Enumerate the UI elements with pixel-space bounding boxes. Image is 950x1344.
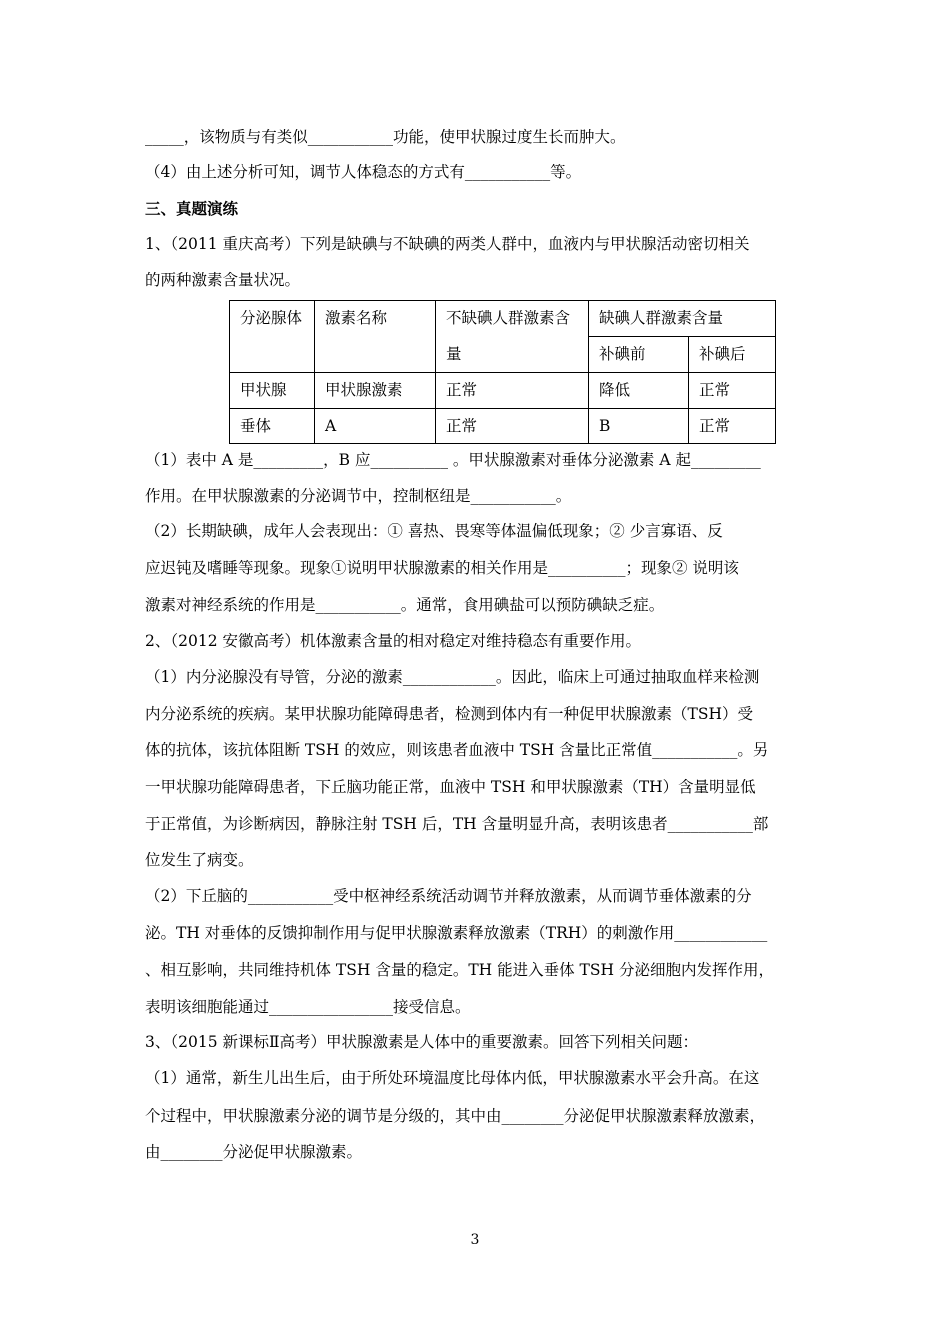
table-cell: 正常 bbox=[436, 373, 589, 409]
question-1-line: 作用。在甲状腺激素的分泌调节中，控制枢纽是___________。 bbox=[145, 487, 572, 505]
table-cell: 正常 bbox=[689, 373, 776, 409]
page-number: 3 bbox=[470, 1232, 480, 1248]
question-1-line: 激素对神经系统的作用是___________。通常，食用碘盐可以预防碘缺乏症。 bbox=[145, 596, 665, 614]
question-1-line: （1）表中 A 是_________，B 应__________ 。甲状腺激素对垂体分泌激素 A 起_________ bbox=[145, 451, 761, 469]
question-2-line: 体的抗体，该抗体阻断 TSH 的效应，则该患者血液中 TSH 含量比正常值___________。另 bbox=[145, 741, 769, 759]
question-2-line: 位发生了病变。 bbox=[145, 851, 254, 869]
question-2-line: （1）内分泌腺没有导管，分泌的激素____________。因此，临床上可通过抽取血样来检测 bbox=[145, 668, 760, 686]
table-header-gland: 分泌腺体 bbox=[230, 301, 315, 373]
question-1-line: （2）长期缺碘，成年人会表现出：① 喜热、畏寒等体温偏低现象；② 少言寡语、反 bbox=[145, 522, 723, 540]
table-cell: 正常 bbox=[689, 409, 776, 444]
table-row bbox=[230, 409, 776, 444]
question-2-line: 于正常值，为诊断病因，静脉注射 TSH 后，TH 含量明显升高，表明该患者___________部 bbox=[145, 815, 769, 833]
section-heading: 三、真题演练 bbox=[145, 199, 239, 218]
question-3-line: 个过程中，甲状腺激素分泌的调节是分级的，其中由________分泌促甲状腺激素释放激素， bbox=[145, 1107, 766, 1125]
table-cell: 降低 bbox=[589, 373, 689, 409]
table-header-normal-line1: 不缺碘人群激素含 bbox=[446, 309, 571, 327]
table-header-normal bbox=[436, 301, 589, 373]
question-3-line: 3、（2015 新课标Ⅱ高考）甲状腺激素是人体中的重要激素。回答下列相关问题： bbox=[145, 1033, 699, 1051]
question-3-line: 由________分泌促甲状腺激素。 bbox=[145, 1143, 363, 1161]
hormone-table bbox=[229, 300, 776, 444]
table-cell: 垂体 bbox=[230, 409, 315, 444]
question-3-line: （1）通常，新生儿出生后，由于所处环境温度比母体内低，甲状腺激素水平会升高。在这 bbox=[145, 1069, 760, 1087]
question-2-line: 一甲状腺功能障碍患者，下丘脑功能正常，血液中 TSH 和甲状腺激素（TH）含量明显低 bbox=[145, 778, 756, 796]
question-2-line: （2）下丘脑的___________受中枢神经系统活动调节并释放激素，从而调节垂体激素的分 bbox=[145, 887, 752, 905]
table-row bbox=[230, 373, 776, 409]
table-cell: B bbox=[589, 409, 689, 444]
table-header-hormone: 激素名称 bbox=[315, 301, 436, 373]
table-header-normal-line2: 量 bbox=[446, 345, 462, 363]
text-line: （4）由上述分析可知，调节人体稳态的方式有___________等。 bbox=[145, 163, 582, 181]
question-1-intro: 的两种激素含量状况。 bbox=[145, 271, 301, 289]
table-cell: A bbox=[315, 409, 436, 444]
question-1-line: 应迟钝及嗜睡等现象。现象①说明甲状腺激素的相关作用是__________；现象② 说明该 bbox=[145, 559, 739, 577]
table-cell: 甲状腺 bbox=[230, 373, 315, 409]
table-cell: 甲状腺激素 bbox=[315, 373, 436, 409]
question-2-line: 内分泌系统的疾病。某甲状腺功能障碍患者，检测到体内有一种促甲状腺激素（TSH）受 bbox=[145, 705, 753, 723]
table-cell: 正常 bbox=[436, 409, 589, 444]
question-2-line: 泌。TH 对垂体的反馈抑制作用与促甲状腺激素释放激素（TRH）的刺激作用____________ bbox=[145, 924, 768, 942]
question-2-line: 、相互影响，共同维持机体 TSH 含量的稳定。TH 能进入垂体 TSH 分泌细胞内发挥作用， bbox=[145, 961, 774, 979]
text-line: _____，该物质与有类似___________功能，使甲状腺过度生长而肿大。 bbox=[145, 128, 626, 146]
table-header-after: 补碘后 bbox=[689, 337, 776, 373]
table-header-deficient: 缺碘人群激素含量 bbox=[589, 301, 776, 337]
question-2-line: 2、（2012 安徽高考）机体激素含量的相对稳定对维持稳态有重要作用。 bbox=[145, 632, 641, 650]
question-2-line: 表明该细胞能通过________________接受信息。 bbox=[145, 998, 471, 1016]
question-1-intro: 1、（2011 重庆高考）下列是缺碘与不缺碘的两类人群中，血液内与甲状腺活动密切相关 bbox=[145, 235, 750, 253]
table-header-before: 补碘前 bbox=[589, 337, 689, 373]
